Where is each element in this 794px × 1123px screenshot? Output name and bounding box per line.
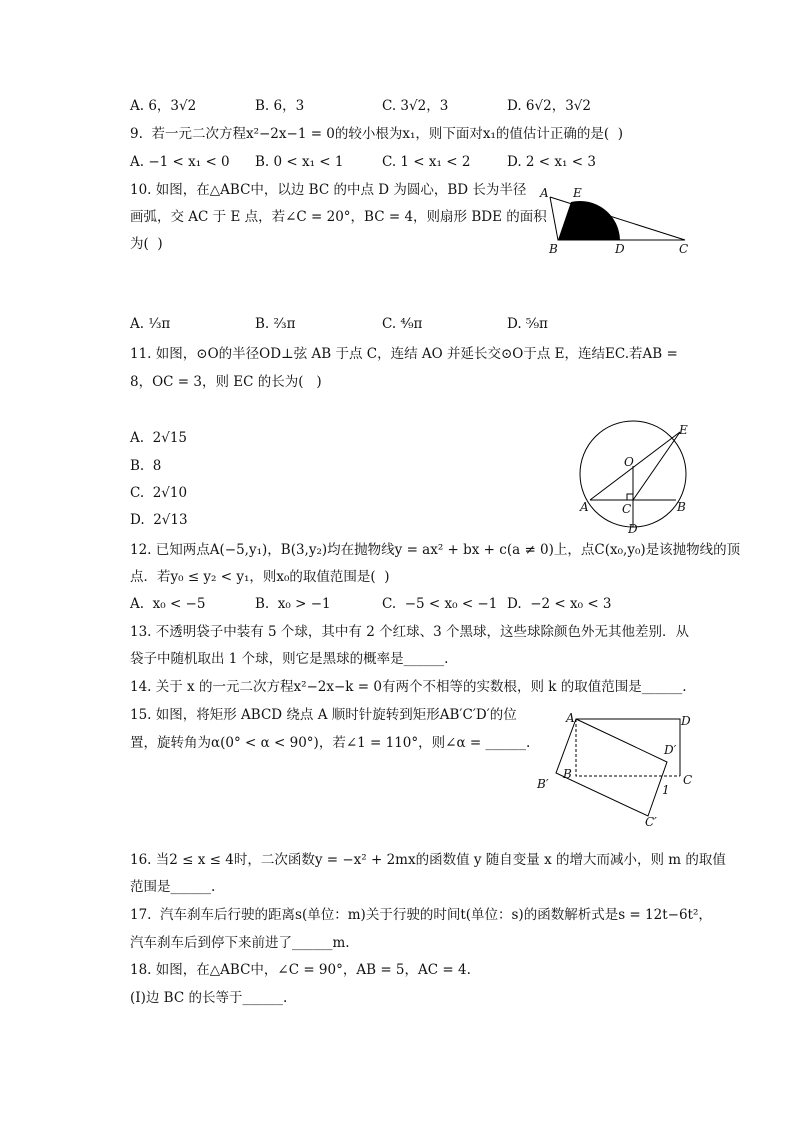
q8-option-c: C. 3√2，3 <box>382 98 449 114</box>
q15-label-dprime: D′ <box>664 743 677 757</box>
q10-line-2: 画弧，交 AC 于 E 点，若∠C = 20°，BC = 4，则扇形 BDE 的面积 <box>130 209 547 225</box>
q11-option-c: C. 2√10 <box>130 485 188 501</box>
q10-line-1: 10. 如图，在△ABC中，以边 BC 的中点 D 为圆心，BD 长为半径 <box>130 182 527 198</box>
q10-option-d: D. ⁵⁄₉π <box>507 316 548 332</box>
q9-option-a: A. −1 < x₁ < 0 <box>130 154 230 170</box>
q9-option-d: D. 2 < x₁ < 3 <box>507 154 596 170</box>
q12-line-2: 点．若y₀ ≤ y₂ < y₁，则x₀的取值范围是( ) <box>130 569 390 585</box>
q12-option-c: C. −5 < x₀ < −1 <box>382 596 498 612</box>
q10-option-a: A. ¹⁄₃π <box>130 316 171 332</box>
q11-label-a: A <box>580 500 589 514</box>
q15-label-c: C <box>683 773 693 787</box>
q10-option-b: B. ²⁄₃π <box>255 316 296 332</box>
q10-shaded-sector <box>558 201 620 240</box>
q11-option-d: D. 2√13 <box>130 512 188 528</box>
q12-option-a: A. x₀ < −5 <box>130 596 206 612</box>
q15-line-1: 15. 如图，将矩形 ABCD 绕点 A 顺时针旋转到矩形AB′C′D′的位 <box>130 707 517 723</box>
q9-option-c: C. 1 < x₁ < 2 <box>382 154 471 170</box>
q11-label-c: C <box>622 502 632 516</box>
q10-option-c: C. ⁴⁄₉π <box>382 316 423 332</box>
q11-line-1: 11. 如图，⊙O的半径OD⊥弦 AB 于点 C，连结 AO 并延长交⊙O于点 E，连结EC.若AB = <box>130 346 678 362</box>
q11-label-b: B <box>677 500 686 514</box>
q10-label-d: D <box>615 242 625 256</box>
q11-label-e: E <box>679 423 688 437</box>
q15-label-bprime: B′ <box>537 777 549 791</box>
q10-label-c: C <box>679 242 689 256</box>
q8-option-a: A. 6，3√2 <box>130 98 197 114</box>
q10-label-a: A <box>540 186 549 200</box>
q15-rect-abpcpdp <box>556 719 667 816</box>
q11-line-ae <box>590 432 680 500</box>
q15-line-2: 置，旋转角为α(0° < α < 90°)，若∠1 = 110°，则∠α = ______. <box>130 735 531 751</box>
q10-line-3: 为( ) <box>130 236 163 252</box>
q11-label-d: D <box>628 522 638 536</box>
q11-line-2: 8，OC = 3，则 EC 的长为( ) <box>130 374 322 390</box>
q15-label-cprime: C′ <box>645 815 657 829</box>
q15-label-d: D <box>681 714 691 728</box>
q12-line-1: 12. 已知两点A(−5,y₁)，B(3,y₂)均在抛物线y = ax² + bx + c(a ≠ 0)上，点C(x₀,y₀)是该抛物线的顶 <box>130 542 741 558</box>
q11-right-angle <box>627 494 633 500</box>
q9-stem: 9. 若一元二次方程x²−2x−1 = 0的较小根为x₁，则下面对x₁的值估计正确的是( ) <box>130 126 624 142</box>
q15-label-angle-1: 1 <box>662 783 670 797</box>
q11-line-ec <box>633 432 680 500</box>
q11-option-b: B. 8 <box>130 458 162 474</box>
q10-label-b: B <box>549 242 558 256</box>
q15-figure <box>550 712 700 832</box>
q15-label-b: B <box>563 767 572 781</box>
q8-option-b: B. 6，3 <box>255 98 305 114</box>
q11-option-a: A. 2√15 <box>130 430 187 446</box>
q13-line-2: 袋子中随机取出 1 个球，则它是黑球的概率是______. <box>130 651 449 667</box>
q15-label-a: A <box>566 711 575 725</box>
q13-line-1: 13. 不透明袋子中装有 5 个球，其中有 2 个红球、3 个黑球，这些球除颜色外无其他差别．从 <box>130 624 689 640</box>
q17-line-1: 17. 汽车刹车后行驶的距离s(单位：m)关于行驶的时间t(单位：s)的函数解析式是s = 12t−6t²， <box>130 907 712 923</box>
q17-line-2: 汽车刹车后到停下来前进了______m. <box>130 935 350 951</box>
q11-label-o: O <box>624 455 634 469</box>
q18-line-2: (Ⅰ)边 BC 的长等于______. <box>130 990 288 1006</box>
q16-line-1: 16. 当2 ≤ x ≤ 4时，二次函数y = −x² + 2mx的函数值 y 随自变量 x 的增大而减小，则 m 的取值 <box>130 852 726 868</box>
q8-option-d: D. 6√2，3√2 <box>507 98 591 114</box>
q14-line-1: 14. 关于 x 的一元二次方程x²−2x−k = 0有两个不相等的实数根，则 k 的取值范围是______. <box>130 679 687 695</box>
q18-line-1: 18. 如图，在△ABC中，∠C = 90°，AB = 5，AC = 4. <box>130 962 471 978</box>
q12-option-d: D. −2 < x₀ < 3 <box>507 596 612 612</box>
q9-option-b: B. 0 < x₁ < 1 <box>255 154 344 170</box>
q12-option-b: B. x₀ > −1 <box>255 596 331 612</box>
q16-line-2: 范围是______. <box>130 879 216 895</box>
q10-label-e: E <box>573 186 582 200</box>
